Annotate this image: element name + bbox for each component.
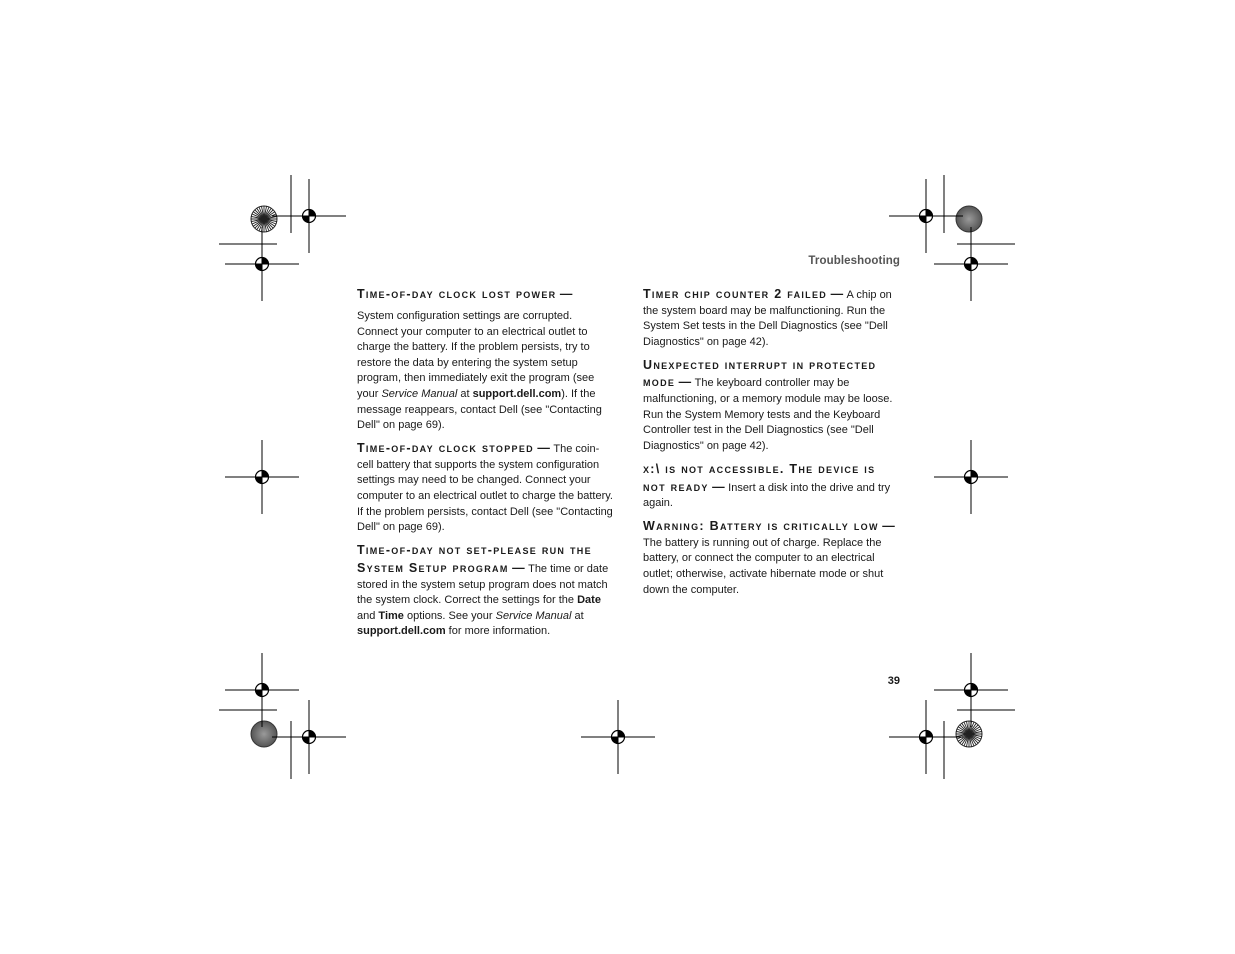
error-text: The coin-cell battery that supports the system configuration settings may need to be changed. Connect your computer to an electrical outlet to charge the battery. If the problem persists, contact Dell (see "Contacting Dell" on page 69).: [357, 443, 613, 534]
error-text: options. See your: [403, 609, 496, 622]
error-heading: Unexpected interrupt in protected mode —: [643, 358, 876, 390]
left-column: [357, 286, 614, 646]
error-heading: x:\ is not accessible. The device is not ready —: [643, 462, 875, 494]
error-entry: [357, 440, 614, 536]
error-heading: Time-of-day not set-please run the System Setup program —: [357, 543, 592, 575]
error-entry: [643, 286, 900, 350]
error-text: The battery is running out of charge. Replace the battery, or connect the computer to an electrical outlet; otherwise, activate hibernate mode or shut down the computer.: [643, 536, 884, 596]
error-entry: [357, 286, 614, 434]
error-entry: [643, 461, 900, 512]
error-entry: [643, 357, 900, 455]
error-text: at: [457, 387, 473, 400]
error-heading: Warning: Battery is critically low —: [643, 519, 895, 533]
error-text: and: [357, 609, 379, 622]
error-text: for more information.: [445, 625, 551, 638]
manual-title: Service Manual: [495, 609, 572, 622]
error-text: ). If the message reappears, contact Dell (see "Contacting Dell" on page 69).: [357, 387, 602, 432]
right-column: [643, 286, 900, 605]
support-link[interactable]: support.dell.com: [472, 387, 562, 400]
error-text: The keyboard controller may be malfunctioning, or a memory module may be loose. Run the System Memory tests and the Keyboard Controller test in the Dell Diagnostics (see "Dell Diagnostics" on page 42).: [643, 377, 893, 452]
error-entry: [357, 542, 614, 640]
option-name: Date: [577, 594, 601, 607]
error-heading: Time-of-day clock lost power —: [357, 286, 614, 303]
error-text: at: [571, 609, 584, 622]
running-header: Troubleshooting: [808, 255, 900, 267]
error-entry: [643, 518, 900, 598]
page-number: 39: [887, 675, 900, 687]
error-text: The time or date stored in the system setup program does not match the system clock. Correct the settings for the: [357, 562, 609, 607]
error-text: Insert a disk into the drive and try again.: [643, 481, 891, 510]
manual-title: Service Manual: [381, 387, 458, 400]
option-name: Time: [378, 609, 404, 622]
error-heading: Timer chip counter 2 failed —: [643, 287, 847, 301]
error-text: A chip on the system board may be malfunctioning. Run the System Set tests in the Dell Diagnostics (see "Dell Diagnostics" on page 42).: [643, 289, 892, 348]
error-heading: Time-of-day clock stopped —: [357, 441, 553, 455]
support-link[interactable]: support.dell.com: [357, 625, 446, 638]
error-text: System configuration settings are corrupted. Connect your computer to an electrical outlet to charge the battery. If the problem persists, try to restore the data by entering the system setup program, then immediately exit the program (see your: [357, 310, 595, 400]
